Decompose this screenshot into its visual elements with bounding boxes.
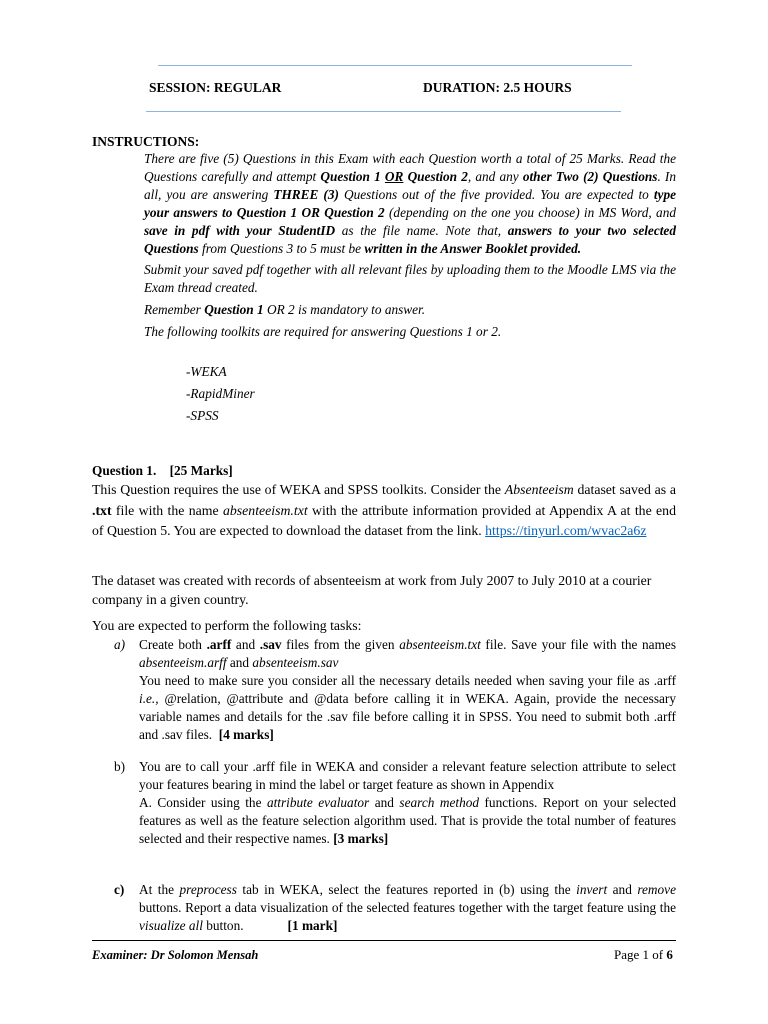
text: with the attribute information provided at Appendix A at the end of Question 5. You are expected to download the dataset from the link. [92,502,676,538]
tasks-intro: You are expected to perform the following tasks: [92,618,362,633]
text-bold: .txt [92,502,112,518]
text-italic: Absenteeism [504,482,574,497]
text: Remember [144,302,205,317]
header-rule-top [158,65,632,66]
text: from Questions 3 to 5 must be [198,241,365,256]
text-bold: answers to your two selected Questions [144,223,676,256]
text: A. Consider using the [139,795,267,810]
text-bold: save in pdf with your StudentID [144,223,336,238]
text-italic: i.e., [139,691,159,706]
text: functions. Report on your selected features as well as the feature selection algorithm used. That is provide the total number of features selected and their respective names. [139,795,676,846]
text-italic: invert [576,882,608,897]
text: There are five (5) Questions in this Exam with each Question worth a total of 25 Marks. Read the Questions carefully and attempt [144,151,676,184]
text-bold: Question 1 [204,302,264,317]
text: You are to call your .arff file in WEKA and consider a relevant feature selection attribute to select your features bearing in mind the label or target feature as shown in Appendix [139,759,676,792]
task-c-text [139,881,676,935]
task-c [114,881,676,935]
marks-badge: [4 marks] [218,727,274,742]
text: dataset saved as a [573,482,676,497]
page-number [614,946,673,964]
text-bold: .arff [206,637,232,652]
footer-rule [92,940,676,941]
task-c-label: c) [114,882,125,897]
task-b [114,758,676,848]
text: . In all, you are answering [144,169,677,202]
instructions-paragraph-3 [144,301,676,319]
text-italic: attribute evaluator [266,795,370,810]
text-underline: OR [384,169,404,184]
text: and [369,795,400,810]
text-bold: Question 2 [407,169,468,184]
dataset-description: The dataset was created with records of absenteeism at work from July 2007 to July 2010 at a courier company in a given country. [92,573,652,607]
instructions-paragraph-1 [144,150,676,258]
task-a-label: a) [114,637,126,652]
text: OR 2 is mandatory to answer. [263,302,426,317]
instructions-body [144,150,676,341]
page-label: Page 1 of [614,947,667,962]
tool-rapidminer: -RapidMiner [186,386,255,401]
text-italic: visualize all [139,918,203,933]
text: At the [139,882,180,897]
text: file with the name [111,502,223,518]
text: as the file name. Note that, [335,223,508,238]
instructions-paragraph-2: Submit your saved pdf together with all relevant files by uploading them to the Moodle LMS via the Exam thread created. [144,262,676,295]
page-total: 6 [666,947,673,962]
text-bold: THREE (3) [273,187,339,202]
tool-weka: -WEKA [186,364,227,379]
text: You need to make sure you consider all the necessary details needed when saving your file as .arff [139,673,676,688]
text: @relation, @attribute and @data before calling it in WEKA. Again, provide the necessary variable names and details for the .sav file before calling it in SPSS. You need to submit both .arff and .sav files. [139,691,680,742]
text: This Question requires the use of WEKA and SPSS toolkits. Consider the [92,482,505,497]
text-bold: other Two (2) Questions [522,169,658,184]
dataset-link[interactable]: https://tinyurl.com/wvac2a6z [485,523,647,538]
text-italic: absenteeism.txt [399,637,481,652]
text-italic: search method [399,795,480,810]
text: and [607,882,638,897]
text-italic: absenteeism.txt [223,502,308,518]
question-1-intro [92,480,676,542]
marks-badge: [1 mark] [287,918,338,933]
text: button. [202,918,244,933]
question-1-title: Question 1. [25 Marks] [92,463,233,478]
task-a-text [139,636,680,744]
text-bold: Question 1 [320,169,381,184]
text-italic: remove [637,882,676,897]
marks-badge: [3 marks] [333,831,389,846]
text-bold: type your answers to Question 1 OR Question 2 [144,187,677,220]
header-rule-bottom [146,111,621,112]
text-italic: preprocess [179,882,237,897]
tool-spss: -SPSS [186,408,219,423]
task-b-text [139,758,676,848]
text: (depending on the one you choose) in MS Word, and [384,205,676,220]
text: , and any [467,169,523,184]
text: Create both [139,637,207,652]
text-bold: .sav [259,637,282,652]
task-a [114,636,680,744]
text-italic: absenteeism.sav [252,655,339,670]
text-bold: written in the Answer Booklet provided. [364,241,582,256]
examiner-name: Examiner: Dr Solomon Mensah [92,948,259,962]
session-label: SESSION: REGULAR [149,80,282,95]
instructions-paragraph-4: The following toolkits are required for answering Questions 1 or 2. [144,324,502,339]
text: tab in WEKA, select the features reported in (b) using the [236,882,577,897]
text: and [231,637,260,652]
text: buttons. Report a data visualization of the selected features together with the target feature using the [139,900,676,915]
task-b-label: b) [114,759,126,774]
duration-label: DURATION: 2.5 HOURS [423,80,572,95]
text: files from the given [281,637,400,652]
text: Questions out of the five provided. You are expected to [338,187,654,202]
text-italic: absenteeism.arff [139,655,227,670]
instructions-title: INSTRUCTIONS: [92,134,200,149]
text: and [226,655,253,670]
text: file. Save your file with the names [480,637,676,652]
